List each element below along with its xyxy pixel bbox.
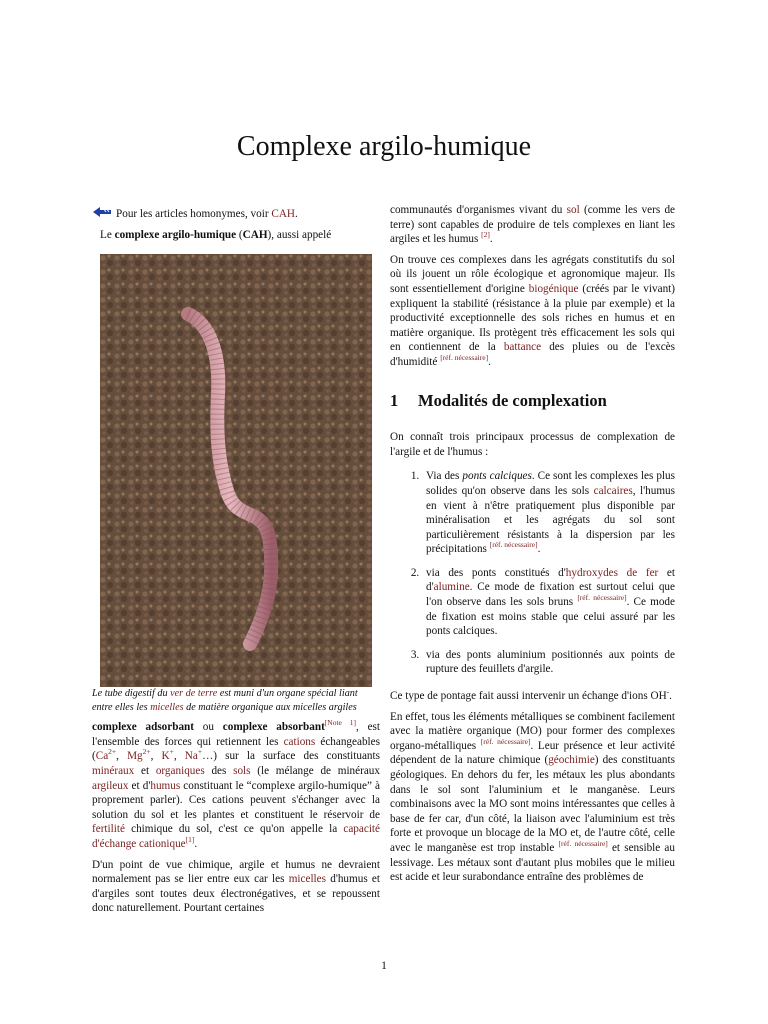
citation-needed[interactable]: [réf. nécessaire] (440, 352, 489, 362)
paragraph-oh-exchange: Ce type de pontage fait aussi intervenir un échange d'ions OH-. (390, 687, 672, 703)
link-sol[interactable]: sol (566, 204, 580, 216)
earthworm-photo (100, 254, 372, 687)
disambiguation-arrow-icon (92, 206, 112, 218)
link-mineraux[interactable]: minéraux (92, 764, 135, 777)
link-potassium[interactable]: K+ (161, 747, 174, 763)
paragraph-chemistry: D'un point de vue chimique, argile et humus ne devraient normalement pas se lier entre eux car les micelles d'humus et d'argiles sont toutes deux électronégatives, et se repoussent donc naturellement. Pourtant certaines (92, 858, 380, 915)
link-magnesium[interactable]: Mg$^{2+}$ (127, 747, 151, 763)
link-micelles[interactable]: micelles (288, 873, 326, 886)
link-sols[interactable]: sols (233, 764, 251, 777)
hatnote: Pour les articles homonymes, voir CAH. (92, 206, 380, 222)
section-heading (390, 390, 675, 410)
citation-needed[interactable]: [réf. nécessaire] (489, 540, 538, 550)
link-biogenique[interactable]: biogénique (528, 282, 579, 295)
list-item: 2. via des ponts constitués d'hydroxydes de fer et d'alumine. Ce mode de fixation est surtout celui que l'on observe dans les sols bruns [réf. nécessaire]. Ce mode de fixation est moins stable que celui assuré par les ponts calciques. (422, 566, 675, 639)
link-alumine[interactable]: alumine (433, 581, 470, 594)
list-item: 3. via des ponts aluminium positionnés aux points de rupture des feuillets d'argile. (422, 648, 675, 677)
link-cations[interactable]: cations (283, 735, 316, 748)
right-column (390, 203, 675, 891)
figure-caption: Le tube digestif du ver de terre est muni d'un organe spécial liant entre elles les micelles de matière organique aux micelles argiles (92, 688, 358, 713)
link-sodium[interactable]: Na+ (184, 747, 203, 763)
citation-needed[interactable]: [réf. nécessaire] (577, 593, 627, 603)
page-title: Complexe argilo-humique (236, 130, 532, 162)
link-calcium[interactable]: Ca$^{2+}$ (95, 747, 117, 763)
ref-2[interactable]: [2] (481, 230, 490, 240)
link-fertilite[interactable]: fertilité (92, 823, 125, 836)
link-capacite-echange-cationique[interactable]: capacité d'échange cationique (92, 823, 380, 850)
paragraph-aggregates: On trouve ces complexes dans les agrégats constitutifs du sol où ils jouent un rôle écologique et agronomique majeur. Ils sont essentiellement d'origine biogénique (créés par le vivant) expliquent la stabilité (résistance à la pluie par exemple) et la productivité exceptionnelle des sols riches en humus et en matière organique. Ils protègent très efficacement les sols qui en contiennent de la battance des pluies ou de l'excès d'humidité [réf. nécessaire]. (390, 253, 675, 368)
page-number: 1 (381, 960, 387, 972)
link-hydroxydes-de-fer[interactable]: hydroxydes de fer (565, 566, 659, 579)
paragraph-metals: En effet, tous les éléments métalliques se combinent facilement avec la matière organique (MO) pour former des complexes organo-métalliques [réf. nécessaire]. Leur présence et leur activité dépendent de la nature chimique (géochimie) des constituants géologiques. En dehors du fer, les métaux les plus abondants dans le sol sont l'aluminium et le manganèse. Leurs combinaisons avec la MO sont moins intéressantes que celles à base de fer car, d'un côté, la liaison avec l'aluminium est très forte et provoque un blocage de la MO et, de l'autre côté, celle avec le manganèse est trop instable [réf. nécessaire] et sensible au lessivage. Les métaux sont d'autant plus mobiles que le milieu est acide et leur surabondance entraîne des problèmes de (390, 710, 675, 884)
link-argileux[interactable]: argileux (92, 779, 129, 792)
hatnote-text: Pour les articles homonymes, voir (116, 208, 272, 220)
link-calcaires[interactable]: calcaires (593, 484, 633, 497)
intro-paragraph: Le complexe argilo-humique (CAH), aussi appelé (100, 228, 332, 241)
citation-needed[interactable]: [réf. nécessaire] (480, 736, 531, 746)
citation-needed[interactable]: [réf. nécessaire] (558, 838, 608, 848)
left-column (92, 206, 380, 922)
link-geochimie[interactable]: géochimie (548, 754, 595, 767)
link-cah[interactable]: CAH (271, 208, 295, 220)
section-title: Modalités de complexation (418, 390, 607, 410)
paragraph-processes: On connaît trois principaux processus de complexation de l'argile et de l'humus : (390, 431, 675, 458)
ref-1[interactable]: [1] (185, 834, 195, 844)
note-1-ref[interactable]: [Note 1] (324, 718, 356, 728)
link-battance[interactable]: battance (503, 341, 542, 354)
link-micelles-caption[interactable]: micelles (150, 701, 184, 713)
paragraph-definition: complexe adsorbant ou complexe absorbant[Note 1], est l'ensemble des forces qui retiennent les cations échangeables (Ca$^{2+}$, Mg$^{2+}$, K+, Na+…) sur la surface des constituants minéraux et organiques des sols (le mélange de minéraux argileux et d'humus constituant le “complexe argilo-humique” à proprement parler). Ces cations peuvent s'échanger avec la solution du sol et les plantes et constituent le réservoir de fertilité chimique du sol, c'est ce qu'on appelle la capacité d'échange cationique[1]. (92, 718, 380, 850)
link-humus[interactable]: humus (150, 779, 181, 792)
section-number: 1 (390, 390, 399, 410)
link-organiques[interactable]: organiques (155, 764, 205, 777)
list-item: 1. Via des ponts calciques. Ce sont les complexes les plus solides qu'on observe dans les sols calcaires, l'humus en vient à n'être pratiquement plus disponible par minéralisation et les agrégats du sol sont particulièrement résistants à la dispersion par les précipitations [réf. nécessaire]. (422, 469, 675, 557)
link-ver-de-terre[interactable]: ver de terre (170, 688, 218, 700)
paragraph-organisms: communautés d'organismes vivant du sol (comme les vers de terre) sont capables de produire de tels complexes en liant les argiles et les humus [2]. (390, 204, 675, 246)
complexation-list (390, 469, 675, 677)
